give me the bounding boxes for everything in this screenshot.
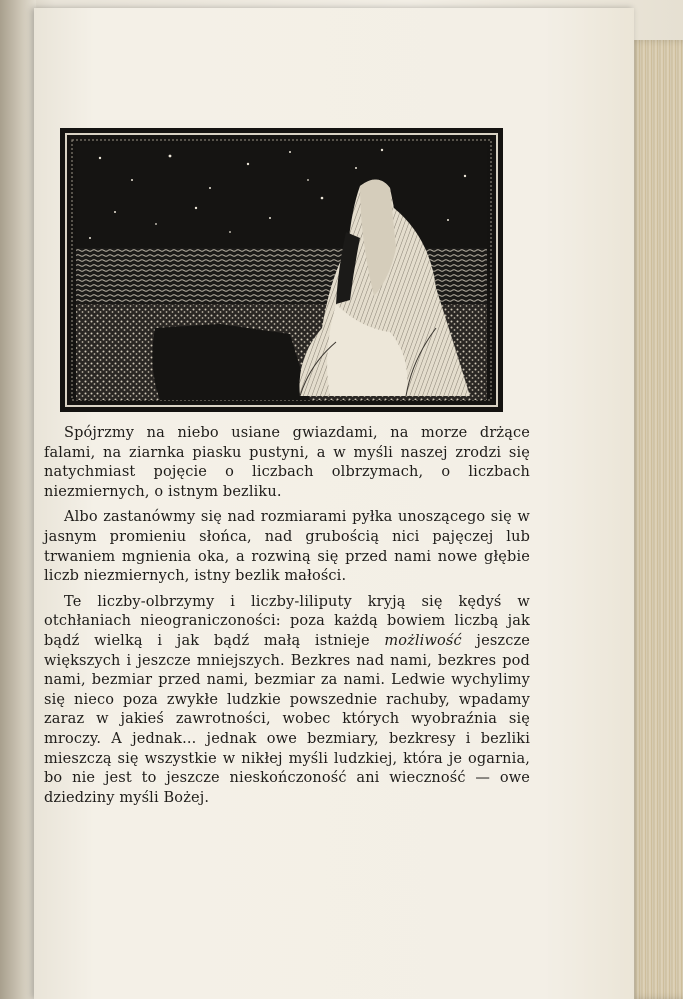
- book-gutter: [0, 0, 36, 999]
- paragraph: Spójrzmy na niebo usiane gwiazdami, na morze drżące falami, na ziarnka piasku pustyni, a w myśli naszej zrodzi się natychmiast pojęcie o liczbach olbrzymach, o liczbach niezmiernych, o istnym bezliku.: [44, 425, 530, 500]
- paragraph: [44, 593, 530, 809]
- paragraph-text: Te liczby-olbrzymy i liczby-liliputy kryją się kędyś w otchłaniach nieograniczoności: poza każdą bowiem liczbą jak bądź wielką i jak bądź małą istnieje: [44, 593, 530, 649]
- paragraph-text: jeszcze większych i jeszcze mniejszych. Bezkres nad nami, bezkres pod nami, bezmiar przed nami, bezmiar za nami. Ledwie wychylimy się nieco poza zwykłe ludzkie powszednie rachuby, wpadamy zaraz w jakieś zawrotności, wobec których wyobraźnia się mroczy. A jednak... jednak owe bezmiary, bezkresy i bezliki mieszczą się wszystkie w nikłej myśli ludzkiej, która je ogarnia, bo nie jest to jeszcze nieskończoność ani wieczność — owe dziedziny myśli Bożej.: [44, 632, 530, 806]
- emphasized-word: możliwość: [384, 632, 462, 649]
- woodcut-illustration: [60, 128, 503, 412]
- paragraph: Albo zastanówmy się nad rozmiarami pyłka unoszącego się w jasnym promieniu słońca, nad grubością nici pajęczej lub trwaniem mgnienia oka, a rozwiną się przed nami nowe głębie liczb niezmiernych, istny bezlik małości.: [44, 509, 530, 585]
- body-text: [44, 424, 530, 808]
- page-edges: [628, 40, 683, 999]
